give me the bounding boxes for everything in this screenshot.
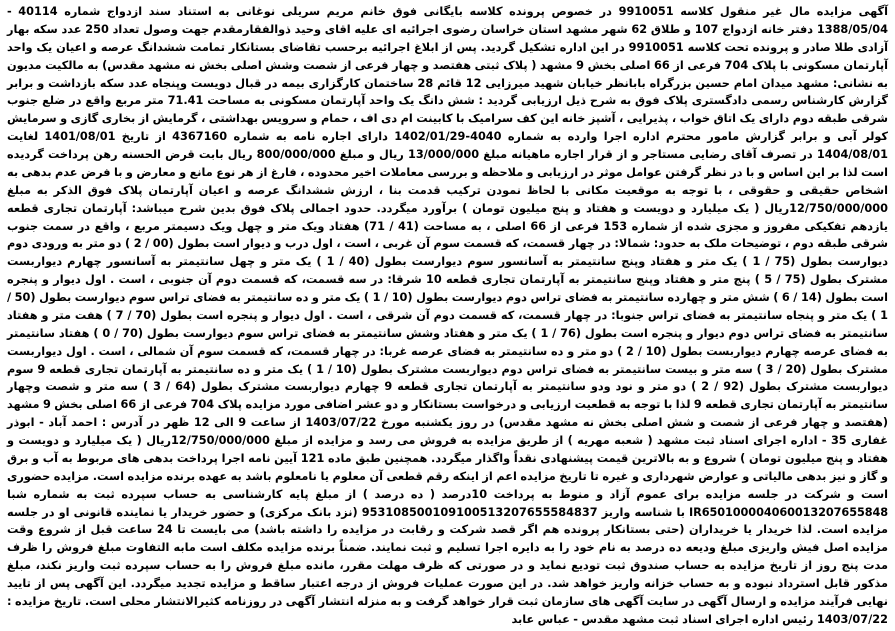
- auction-notice-text: آگهی مزایده مال غیر منقول کلاسه 9910051 در خصوص پرونده کلاسه بایگانی فوق خانم مریم سریلی نوغانی به استناد سند ازدواج شماره 40114 - 1388/05/04 دفتر خانه ازدواج 107 و طلاق 62 شهر مشهد استان خراسان رضوی اجرائیه ای علیه اقای وحید ذوالفقارمقدم جهت وصول تعداد 250 عدد سکه بهار آزادی طلا صادر و پرونده تحت کلاسه 9910051 در این اداره تشکیل گردید. پس از ابلاغ اجرائیه برحسب تقاضای بستانکار تمامت ششدانگ عرصه و اعیان یک واحد آپارتمان مسکونی با پلاک 704 فرعی از 66 اصلی بخش 9 مشهد ( پلاک ثبتی هفتصد و چهار فرعی از شصت وشش اصلی بخش نه مشهد مقدس) به مالکیت مدیون به نشانی: مشهد میدان امام حسین بزرگراه بابانظر خیابان شهید میرزایی 12 قائم 28 ساختمان کارگزاری بیمه در قبال دویست وپنجاه عدد سکه بازداشت و برابر گزارش کارشناس رسمی دادگستری پلاک فوق به شرح ذیل ارزیابی گردید : شش دانگ یک واحد آپارتمان مسکونی به مساحت 71.41 متر مربع واقع در ضلع جنوب شرقی طبقه دوم دارای یک اتاق خواب ، پذیرایی ، آشپز خانه این کف سرامیک با کابینت ام دی اف ، حمام و سرویس بهداشتی ، گرمایش از بخاری گازی و سرمایش کولر آبی و برابر گزارش مامور محترم اداره اجرا وارده به شماره 4040-1402/01/29 دارای اجاره نامه به شماره 4367160 از تاریخ 1401/08/01 لغایت 1404/08/01 در تصرف آقای رضایی مستاجر و از قرار اجاره ماهیانه مبلغ 13/000/000 ریال و مبلغ 800/000/000 ریال بابت قرض الحسنه رهن پرداخت گردیده است لذا بر این اساس و با در نظر گرفتن عوامل موثر در ارزیابی و ملاحظه و بررسی معاملات اخیر محدوده ، فارغ از هر نوع مانع و معارض و با فرض عدم بدهی به اشخاص حقیقی و حقوقی ، با توجه به موقعیت مکانی با لحاظ نمودن ترکیب قدمت بنا ، ارزش ششدانگ عرصه و اعیان آپارتمان پلاک فوق الذکر به مبلغ 12/750/000/000ریال ( یک میلیارد و دویست و هفتاد و پنج میلیون تومان ) برآورد میگردد. حدود اجمالی پلاک فوق بدین شرح میباشد: آپارتمان تجاری قطعه یازدهم تفکیکی مفروز و مجزی شده از شماره 153 فرعی از 66 اصلی ، به مساحت (41 / 71) هفتاد ویک متر و چهل ویک دسیمتر مربع ، واقع در سمت جنوب شرقی طبقه دوم ، توضیحات ملک به حدود: شمالا: در چهار قسمت، که قسمت سوم آن غربی ، است ، اول درب و دیوار است بطول (00 / 2 ) دو متر به ورودی دوم دیوارست بطول (75 / 1 ) یک متر و هفتاد وپنج سانتیمتر به آسانسور سوم دیوارست بطول (40 / 1 ) یک متر و چهل سانتیمتر به آسانسور چهارم دیواربست مشترک بطول (75 / 5 ) پنج متر و هفتاد وپنج سانتیمتر به آپارتمان تجاری قطعه 10 شرقا: در سه قسمت، که قسمت دوم آن جنوبی ، است . اول دیوار و پنجره است بطول (14 / 6 ) شش متر و چهارده سانتیمتر به فضای تراس دوم دیوارست بطول (10 / 1 ) یک متر و ده سانتیمتر به فضای تراس سوم دیوارست بطول (50 / 1 ) یک متر و پنجاه سانتیمتر به فضای تراس جنوبا: در چهار قسمت، که قسمت دوم آن شرقی ، است . اول دیوار و پنجره است بطول (70 / 7 ) هفت متر و هفتاد سانتیمتر به فضای تراس دوم دیوار و پنجره است بطول (76 / 1 ) یک متر و هفتاد وشش سانتیمتر به فضای تراس سوم دیوارست بطول (70 / 0 ) هفتاد سانتیمتر به فضای عرصه چهارم دیواربست بطول (10 / 2 ) دو متر و ده سانتیمتر به فضای عرصه غربا: در چهار قسمت، که قسمت سوم آن شمالی ، است . اول دیواربست مشترک بطول (20 / 3 ) سه متر و بیست سانتیمتر به فضای تراس دوم دیواربست مشترک بطول (10 / 1 ) یک متر و ده سانتیمتر به آپارتمان تجاری قطعه 9 سوم دیواربست مشترک بطول (92 / 2 ) دو متر و نود ودو سانتیمتر به آپارتمان تجاری قطعه 9 چهارم دیواربست مشترک بطول (64 / 3 ) سه متر و شصت وچهار سانتیمتر به آپارتمان تجاری قطعه 9 لذا با توجه به قطعیت ارزیابی و درخواست بستانکار و دو عشر اضافی مورد مزایده پلاک 704 فرعی از 66 اصلی بخش 9 مشهد (هفتصد و چهار فرعی از شصت و شش اصلی بخش نه مشهد مقدس) در روز یکشنبه مورخ 1403/07/22 از ساعت 9 الی 12 ظهر در آدرس : احمد آباد - ابوذر غفاری 35 - اداره اجرای اسناد ثبت مشهد ( شعبه مهریه ) از طریق مزایده به فروش می رسد و مزایده از مبلغ 12/750/000/000ریال ( یک میلیارد و دویست و هفتاد و پنج میلیون تومان ) شروع و به بالاترین قیمت پیشنهادی نقداً واگذار میگردد. همچنین طبق ماده 121 آیین نامه اجرا پرداخت بدهی های مربوط به آب و برق و گاز و نیز بدهی مالیاتی و عوارض شهرداری و غیره تا تاریخ مزایده اعم از اینکه رقم قطعی آن معلوم یا نامعلوم باشد به عهده برنده مزایده است. مزایده حضوری است و شرکت در جلسه مزایده برای عموم آزاد و منوط به پرداخت 10درصد ( ده درصد ) از مبلغ پایه کارشناسی به حساب سپرده ثبت به شماره شبا IR650100004060013207655848 با شناسه واریز 953108500109100513207655584837 (نزد بانک مرکزی) و حضور خریدار یا نماینده قانونی او در جلسه مزایده است. لذا خریدار یا خریداران (حتی بستانکار پرونده هم اگر قصد شرکت و رقابت در مزایده را داشته باشد) می بایست تا 24 ساعت قبل از شروع وقت مزایده اصل فیش واریزی مبلغ ودیعه ده درصد به نام خود را به دایره اجرا تسلیم و ثبت نمایند. ضمناً برنده مزایده مکلف است مابه التفاوت مبلغ فروش را ظرف مدت پنج روز از تاریخ مزایده به حساب صندوق ثبت تودیع نماید و در صورتی که ظرف مهلت مقرر، مانده مبلغ فروش را به حساب سپرده ثبت واریز نکند، مبلغ مذکور قابل استرداد نبوده و به حساب خزانه واریز خواهد شد. در این صورت عملیات فروش از درجه اعتبار ساقط و مزایده تجدید میگردد. این آگهی پس از تایید نهایی فرآیند مزایده و ارسال آگهی در سایت آگهی های سازمان ثبت قرار خواهد گرفت و به منزله انتشار آگهی در روزنامه کثیرالانتشار محلی است. تاریخ مزایده : 1403/07/22 رئیس اداره اجرای اسناد ثبت مشهد مقدس - عباس عابد: [7, 5, 889, 626]
